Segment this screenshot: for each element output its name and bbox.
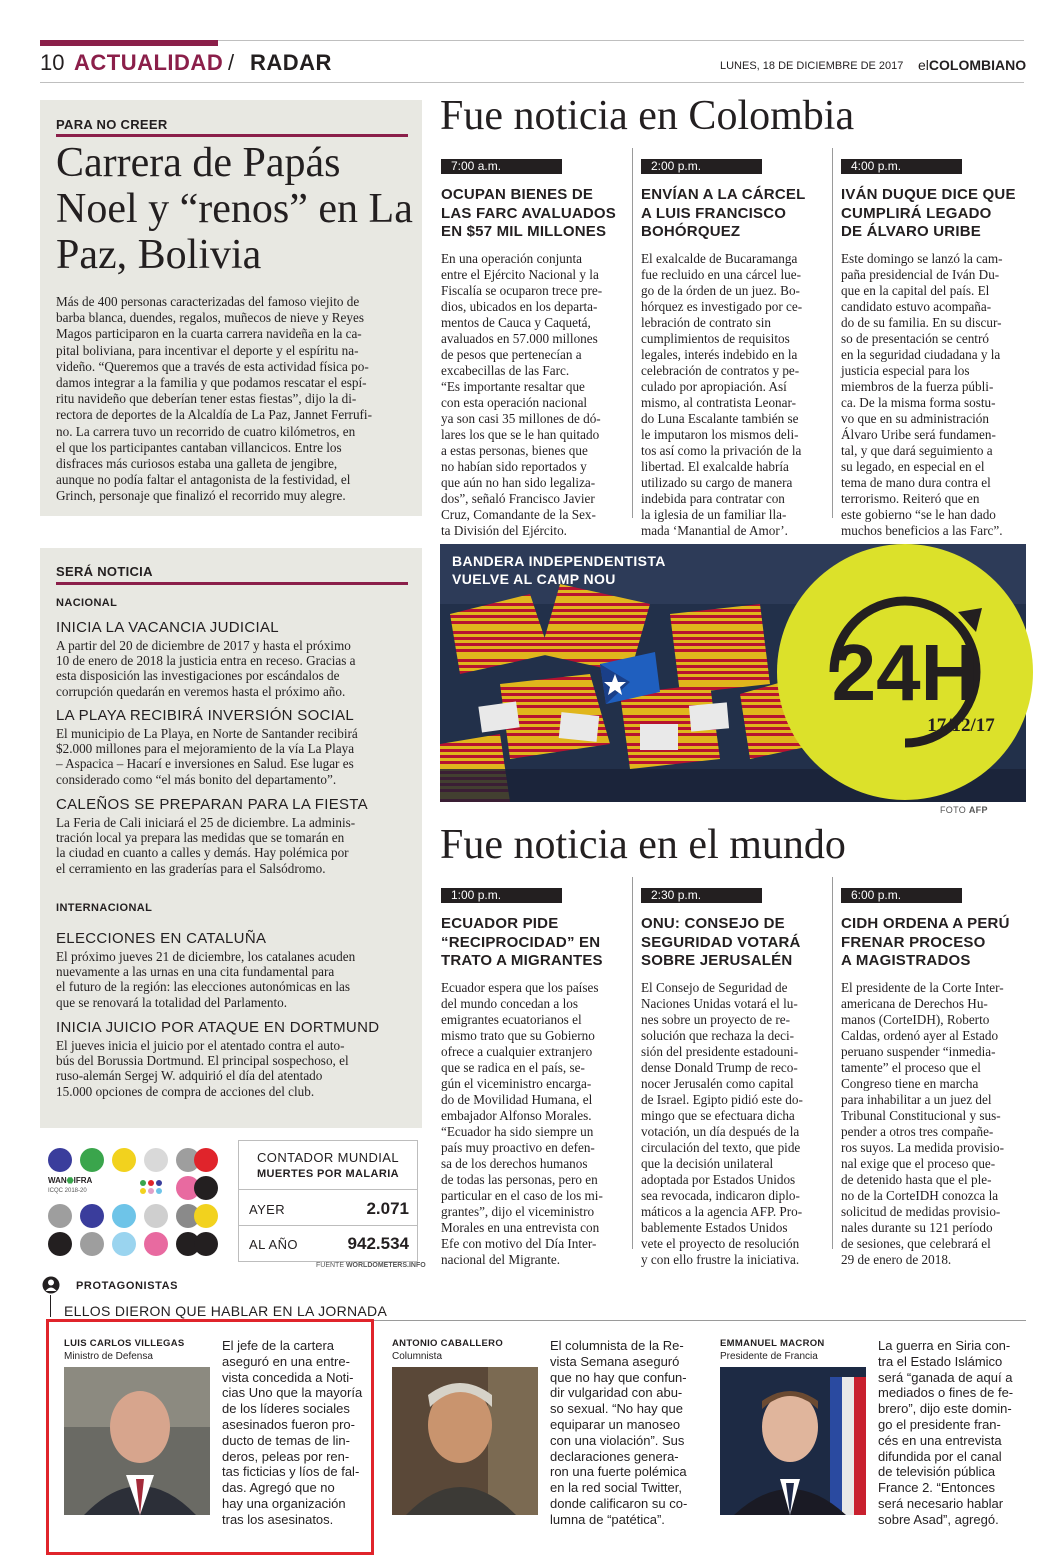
color-dot — [148, 1188, 154, 1194]
body-line: barba blanca, duendes, regalos, muñecos de nieve y Reyes — [56, 310, 364, 326]
color-dot — [148, 1180, 154, 1186]
protagonist-name: LUIS CARLOS VILLEGAS — [64, 1338, 185, 1349]
contador-row-value: 942.534 — [347, 1234, 409, 1253]
protagonist-quote: El jefe de la cartera aseguró en una entre- vista concedida a Noti- cias Uno que la mayoría de los líderes sociales asesinados fueron pro- ducto de temas de lin- deros, peleas por ren- tas ficticias y líos de fal- das. Agregó que no hay una organización tras los asesinatos. — [222, 1338, 363, 1527]
color-dot — [156, 1180, 162, 1186]
header-accent-bar — [40, 40, 218, 46]
body-line: el que los participantes cantaban villancicos. Entre los — [56, 439, 342, 455]
protagonistas-connector — [50, 1295, 51, 1317]
contador-row-label: AL AÑO — [249, 1237, 298, 1252]
news-body: Ecuador espera que los países del mundo concedan a los emigrantes ecuatorianos el mismo trato que su Gobierno ofrece a cualquier extranjero que se radica en el país, se- gún el viceministro encarga- do de Movilidad Humana, el embajador Alfonso Morales. “Ecuador ha sido siempre un país muy proactivo en defen- sa de los derechos humanos de todas las personas, pero en particular en el caso de los mi- grantes”, dijo el viceministro Morales en una entrevista con Efe con motivo del Día Inter- nacional del Migrante. — [441, 980, 603, 1267]
sera-noticia-item-title: INICIA LA VACANCIA JUDICIAL — [56, 619, 279, 636]
para-no-creer-rule — [56, 134, 408, 137]
body-line: Grinch, personaje que finalizó el recorrido muy alegre. — [56, 488, 346, 504]
body-line: aunque no podía faltar el antagonista de la festividad, el — [56, 472, 351, 488]
badge-24h-text: 24H — [831, 628, 979, 717]
protagonist-name: ANTONIO CABALLERO — [392, 1338, 504, 1349]
wan-ifra-color-target — [44, 1146, 222, 1262]
protagonistas-title: PROTAGONISTAS — [76, 1280, 179, 1292]
news-body: El exalcalde de Bucaramanga fue recluido en una cárcel lue- go de la órden de un juez. Bo- hórquez es investigado por ce- lebración de contrato sin cumplimientos de requisitos legales, interés indebido en la celebración de contratos y pe- culado por apropiación. Así mismo, al contratista Leonar- do Luna Escalante también se le imputaron los mismos deli- tos así como la privación de la libertad. El exalcalde habría utilizado su cargo de manera indebida para contratar con la iglesia de un familiar lla- mada ‘Manantial de Amor’. — [641, 251, 803, 538]
sera-noticia-item-title: INICIA JUICIO POR ATAQUE EN DORTMUND — [56, 1019, 380, 1036]
time-tag: 7:00 a.m. — [441, 159, 562, 174]
body-line: rectora de deportes de la Alcaldía de La Paz, Jannet Ferrufi- — [56, 407, 372, 423]
body-line: disfraces más curiosos estaba una galleta de jengibre, — [56, 456, 338, 472]
color-dot — [112, 1204, 136, 1228]
contador-row-value: 2.071 — [366, 1199, 409, 1218]
body-line: no. La carrera tuvo un recorrido de cuatro kilómetros, en — [56, 423, 356, 439]
body-line: videño. “Queremos que a través de esta actividad física po- — [56, 358, 369, 374]
color-dot — [80, 1232, 104, 1256]
color-dot — [156, 1188, 162, 1194]
protagonist-role: Ministro de Defensa — [64, 1351, 153, 1362]
color-dot — [194, 1232, 218, 1256]
color-dot — [194, 1204, 218, 1228]
color-dot — [140, 1188, 146, 1194]
protagonist-quote: El columnista de la Re- vista Semana aseguró que no hay que confun- dir vulgaridad con abu- so sexual. “No hay que equiparar un manoseo con una violación”. Sus declaraciones genera- ron una fuerte polémica en la red social Twitter, donde calificaron su co- lumna de “patética”. — [550, 1338, 688, 1527]
color-dot — [140, 1180, 146, 1186]
color-dot — [144, 1232, 168, 1256]
color-dot — [48, 1204, 72, 1228]
color-dot — [144, 1204, 168, 1228]
protagonistas-subtitle: ELLOS DIERON QUE HABLAR EN LA JORNADA — [64, 1303, 388, 1319]
internacional-label: INTERNACIONAL — [56, 902, 153, 914]
protagonist-role: Columnista — [392, 1351, 443, 1362]
news-headline: OCUPAN BIENES DE LAS FARC AVALUADOS EN $57 MIL MILLONES — [441, 186, 616, 240]
news-headline: ONU: CONSEJO DE SEGURIDAD VOTARÁ SOBRE JERUSALÉN — [641, 915, 801, 969]
brand-logo: elCOLOMBIANO — [918, 57, 1027, 73]
24h-badge — [776, 538, 1034, 808]
body-line: Magos participaron en la cuarta carrera navideña en la ca- — [56, 326, 362, 342]
colombia-section-title: Fue noticia en Colombia — [440, 93, 855, 139]
protagonist-quote: La guerra en Siria con- tra el Estado Islámico será “ganada de aquí a mediados o fines de fe- brero”, dijo este domin- go el presidente fran- cés en una entrevista difundida por el canal de televisión pública France 2. “Entonces será necesario hablar sobre Asad”, agregó. — [878, 1338, 1014, 1527]
color-dot — [80, 1148, 104, 1172]
protagonist-photo — [392, 1367, 538, 1515]
header-bottom-rule — [40, 82, 1024, 83]
issue-date: LUNES, 18 DE DICIEMBRE DE 2017 — [720, 60, 904, 72]
sera-noticia-item-body: El municipio de La Playa, en Norte de Santander recibirá $2.000 millones para el mejoramiento de la vía La Playa – Aspacica – Hacarí e inversiones en Salud. Ese lugar es considerado como “el más bonito del departamento”. — [56, 726, 358, 787]
mundo-section-title: Fue noticia en el mundo — [440, 822, 846, 868]
para-no-creer-headline: Carrera de Papás Noel y “renos” en La Paz, Bolivia — [56, 140, 413, 278]
sera-noticia-item-title: CALEÑOS SE PREPARAN PARA LA FIESTA — [56, 796, 368, 813]
sera-noticia-label: SERÁ NOTICIA — [56, 564, 153, 579]
time-tag: 4:00 p.m. — [841, 159, 962, 174]
color-dot — [194, 1148, 218, 1172]
subsection-title: RADAR — [250, 50, 332, 75]
color-dot — [144, 1148, 168, 1172]
color-dot — [112, 1232, 136, 1256]
contador-title: CONTADOR MUNDIAL — [257, 1150, 399, 1165]
protagonist-photo — [720, 1367, 866, 1515]
protagonist-name: EMMANUEL MACRON — [720, 1338, 825, 1349]
news-headline: ECUADOR PIDE “RECIPROCIDAD” EN TRATO A MIGRANTES — [441, 915, 603, 969]
para-no-creer-body — [56, 294, 412, 505]
section-separator: / — [228, 50, 235, 75]
body-line: damos integrar a la familia y que podamos rescatar el espí- — [56, 375, 367, 391]
time-tag: 2:30 p.m. — [641, 888, 762, 903]
para-no-creer-label: PARA NO CREER — [56, 117, 168, 132]
body-line: pital boliviana, para incentivar el deporte y el espíritu na- — [56, 342, 359, 358]
body-line: ritu navideño que deberían tener estas fiestas”, dijo la di- — [56, 391, 357, 407]
column-divider — [832, 877, 833, 1249]
protagonist-photo — [64, 1367, 210, 1515]
sera-noticia-item-body: La Feria de Cali iniciará el 25 de diciembre. La adminis- tración local ya prepara las medidas que se tomarán en la ciudad en cuanto a calles y demás. Hay polémica por el cerramiento en las graderías para el Salsódromo. — [56, 815, 356, 876]
photo-caption: BANDERA INDEPENDENTISTA VUELVE AL CAMP NOU — [452, 553, 666, 587]
column-divider — [632, 877, 633, 1249]
contador-source: FUENTE WORLDOMETERS.INFO — [316, 1262, 426, 1269]
contador-divider — [239, 1189, 417, 1190]
sera-noticia-item-title: LA PLAYA RECIBIRÁ INVERSIÓN SOCIAL — [56, 707, 355, 724]
color-dot — [80, 1204, 104, 1228]
news-headline: ENVÍAN A LA CÁRCEL A LUIS FRANCISCO BOHÓRQUEZ — [641, 186, 806, 240]
news-body: El Consejo de Seguridad de Naciones Unidas votará el lu- nes sobre un proyecto de re- solución que rechaza la deci- sión del presidente estadouni- dense Donald Trump de reco- nocer Jerusalén como capital de Israel. Egipto pidió este do- mingo que se efectuara dicha votación, un día después de la circulación del texto, que pide que la decisión unilateral adoptada por Estados Unidos sea revocada, indicaron diplo- máticos a la agencia AFP. Pro- bablemente Estados Unidos vete el proyecto de resolución y con ello frustre la iniciativa. — [641, 980, 803, 1267]
news-body: Este domingo se lanzó la cam- paña presidencial de Iván Du- que en la capital del país. El candidato estuvo acompaña- do de su familia. En su discur- so de presentación se centró en la seguridad ciudadana y la justicia especial para los miembros de la fuerza públi- ca. De la misma forma sostu- vo que en su administración Álvaro Uribe será fundamen- tal, y que dará seguimiento a su legado, en especial en el tema de mano dura contra el terrorismo. Reiteró que en este gobierno “se le han dado muchos beneficios a las Farc”. — [841, 251, 1003, 538]
sera-noticia-item-body: El jueves inicia el juicio por el atentado contra el auto- bús del Borussia Dortmund. El principal sospechoso, el ruso-alemán Sergej W. adquirió el día del atentado 15.000 opciones de compra de acciones del club. — [56, 1038, 349, 1099]
color-dot — [48, 1232, 72, 1256]
sera-noticia-item-body: El próximo jueves 21 de diciembre, los catalanes acuden nuevamente a las urnas en una cita fundamental para el futuro de la región: las elecciones autonómicas en las que se renovará la totalidad del Parlamento. — [56, 949, 356, 1010]
column-divider — [632, 148, 633, 518]
protagonist-role: Presidente de Francia — [720, 1351, 818, 1362]
wan-ifra-logo: WAN⬣IFRA — [48, 1176, 93, 1185]
contador-divider — [239, 1225, 417, 1226]
news-headline: IVÁN DUQUE DICE QUE CUMPLIRÁ LEGADO DE ÁLVARO URIBE — [841, 186, 1016, 240]
person-icon — [42, 1276, 60, 1294]
sera-noticia-item-title: ELECCIONES EN CATALUÑA — [56, 930, 267, 947]
news-body: En una operación conjunta entre el Ejército Nacional y la Fiscalía se ocuparon trece pre- dios, ubicados en los departa- mentos de Cauca y Caquetá, avaluados en 57.000 millones de pesos que pertenecían a excabecillas de las Farc. “Es importante resaltar que con esta operación nacional ya son casi 35 millones de dó- lares los que se le han quitado a estas personas, bienes que no habían sido reportados y que aún no han sido legaliza- dos”, señaló Francisco Javier Cruz, Comandante de la Sex- ta División del Ejército. — [441, 251, 603, 538]
contador-row-label: AYER — [249, 1202, 286, 1217]
nacional-label: NACIONAL — [56, 597, 118, 609]
time-tag: 1:00 p.m. — [441, 888, 562, 903]
badge-date: 17/12/17 — [927, 715, 995, 736]
time-tag: 6:00 p.m. — [841, 888, 962, 903]
sera-noticia-item-body: A partir del 20 de diciembre de 2017 y hasta el próximo 10 de enero de 2018 la justicia entra en receso. Gracias a esta disposición las investigaciones por escándalos de corrupción quedarán en veremos hasta el próximo año. — [56, 638, 356, 699]
news-headline: CIDH ORDENA A PERÚ FRENAR PROCESO A MAGISTRADOS — [841, 915, 1010, 969]
time-tag: 2:00 p.m. — [641, 159, 762, 174]
sera-noticia-rule — [56, 582, 408, 585]
body-line: Más de 400 personas caracterizadas del famoso viejito de — [56, 294, 360, 309]
column-divider — [832, 148, 833, 518]
color-dot — [194, 1176, 218, 1200]
wan-ifra-sub: ICQC 2018-20 — [48, 1188, 87, 1194]
section-title: ACTUALIDAD — [74, 50, 224, 75]
photo-credit: FOTO AFP — [940, 805, 988, 815]
color-dot — [48, 1148, 72, 1172]
contador-mundial-box — [238, 1140, 418, 1262]
news-body: El presidente de la Corte Inter- americana de Derechos Hu- manos (CorteIDH), Roberto Caldas, ordenó ayer al Estado peruano suspender “inmedia- tamente” el proceso que el Congreso tiene en marcha para inhabilitar a un juez del Tribunal Constitucional y sus- pender a otros tres compañe- ros suyos. La medida provisio- nal exige que el proceso que- de detenido hasta que el ple- no de la CorteIDH conozca la solicitud de medidas provisio- nales durante su 121 período de sesiones, que celebrará el 29 de enero de 2018. — [841, 980, 1004, 1267]
page-number: 10 — [40, 50, 65, 75]
color-dot — [112, 1148, 136, 1172]
contador-subtitle: MUERTES POR MALARIA — [256, 1168, 400, 1180]
